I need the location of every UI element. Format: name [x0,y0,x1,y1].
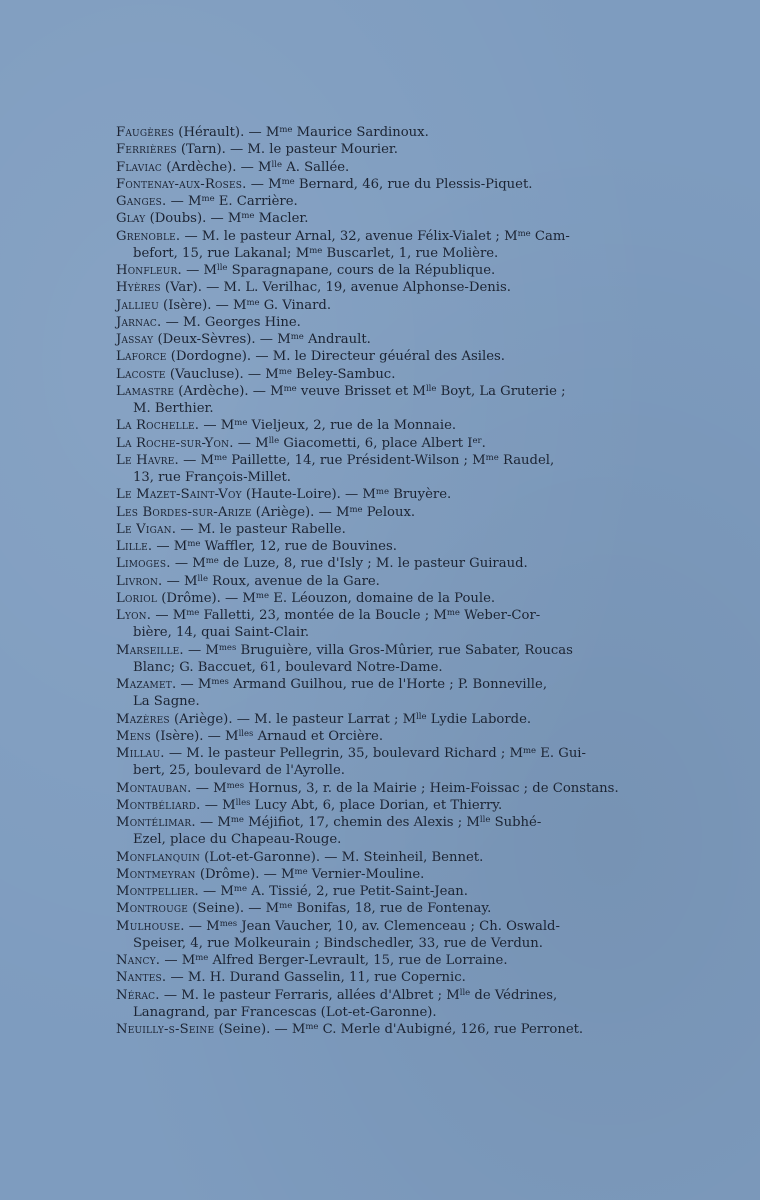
list-item [116,711,656,728]
list-item [116,573,656,590]
entry-continuation: Lanagrand, par Francescas (Lot-et-Garonne). [133,1004,437,1020]
entry-text: — $M^{lle}$ Sparagnapane, cours de la République. [181,263,496,278]
place-name: Monflanquin [116,849,200,865]
list-item [116,745,656,780]
place-name: Flaviac [116,159,163,175]
entry-text: (Seine). — $M^{me}$ C. Merle d'Aubigné, 126, rue Perronet. [214,1022,584,1037]
entry-text: — $M^{me}$ Vieljeux, 2, rue de la Monnaie. [199,418,457,434]
list-item [116,193,656,210]
place-name: Nérac. [116,987,160,1003]
list-item [116,555,656,572]
list-item [116,969,656,986]
place-name: Faugères [116,125,175,140]
entry-text: — $M^{me}$ Alfred Berger-Levrault, 15, rue de Lorraine. [160,953,508,968]
place-name: Honfleur. [116,263,182,278]
place-name: Montauban. [116,780,192,796]
list-item [116,279,656,296]
entry-text: — M. le pasteur Arnal, 32, avenue Félix-Vialet ; $M^{me}$ Cam- [180,228,570,244]
place-name: Fontenay-aux-Roses. [116,176,247,192]
list-item [116,642,656,677]
entry-text: (Seine). — $M^{me}$ Bonifas, 18, rue de Fontenay. [188,901,492,917]
place-name: Ganges. [116,194,167,209]
list-item [116,383,656,418]
list-item [116,297,656,314]
list-item [116,521,656,538]
list-item [116,987,656,1022]
entry-text: — $M^{mes}$ Bruguière, villa Gros-Mûrier, rue Sabater, Roucas [183,642,573,658]
entry-text: — $M^{mes}$ Jean Vaucher, 10, av. Clemenceau ; Ch. Oswald- [184,918,560,934]
place-name: Loriol [116,590,158,606]
place-name: Lyon. [116,608,152,623]
entry-continuation: M. Berthier. [133,401,214,416]
entry-text: — $M^{lle}$ Roux, avenue de la Gare. [162,573,380,589]
list-item [116,331,656,348]
entry-continuation: La Sagne. [133,694,200,710]
place-name: Mens [116,728,151,744]
entry-text: — M. H. Durand Gasselin, 11, rue Copernic. [166,970,466,986]
place-name: Grenoble. [116,228,181,244]
entry-text: (Deux-Sèvres). — $M^{me}$ Andrault. [153,332,371,347]
place-name: Les Bordes-sur-Arize [116,504,252,520]
entry-text: — $M^{me}$ Falletti, 23, montée de la Boucle ; $M^{me}$ Weber-Cor- [151,608,541,623]
list-item [116,141,656,158]
place-name: Mazamet. [116,677,177,692]
entry-continuation: Blanc; G. Baccuet, 61, boulevard Notre-Dame. [133,659,443,675]
entry-text: (Ariège). — $M^{me}$ Peloux. [251,504,416,520]
list-item [116,538,656,555]
entry-text: (Tarn). — M. le pasteur Mourier. [176,142,398,158]
list-item [116,590,656,607]
place-name: Montrouge [116,901,189,917]
place-name: Millau. [116,746,165,761]
entry-text: (Ardèche). — $M^{lle}$ A. Sallée. [162,159,350,175]
entry-text: — $M^{me}$ Paillette, 14, rue Président-Wilson ; $M^{me}$ Raudel, [178,452,555,468]
list-item [116,849,656,866]
place-name: Lille. [116,539,153,554]
place-name: Le Havre. [116,452,179,468]
entry-text: — $M^{me}$ de Luze, 8, rue d'Isly ; M. le pasteur Guiraud. [170,556,528,572]
entry-text: — $M^{me}$ Méjifiot, 17, chemin des Alexis ; $M^{lle}$ Subhé- [195,815,542,830]
entry-text: — M. Georges Hine. [161,314,301,330]
list-item [116,607,656,642]
entry-text: (Var). — M. L. Verilhac, 19, avenue Alphonse-Denis. [160,280,511,296]
list-item [116,900,656,917]
list-item [116,814,656,849]
list-item [116,314,656,331]
entry-text: (Drôme). — $M^{me}$ E. Léouzon, domaine de la Poule. [157,590,496,606]
list-item [116,159,656,176]
place-name: Montpellier. [116,884,199,899]
entry-text: — $M^{me}$ A. Tissié, 2, rue Petit-Saint-Jean. [198,884,468,899]
list-item [116,486,656,503]
place-name: Montmeyran [116,866,196,882]
list-item [116,348,656,365]
place-name: Montélimar. [116,815,196,830]
entry-text: — M. le pasteur Ferraris, allées d'Albret ; $M^{lle}$ de Védrines, [159,987,558,1003]
list-item [116,210,656,227]
entry-text: (Ariège). — M. le pasteur Larrat ; $M^{lle}$ Lydie Laborde. [169,711,532,727]
entry-continuation: Ezel, place du Chapeau-Rouge. [133,832,342,848]
entry-text: (Haute-Loire). — $M^{me}$ Bruyère. [241,487,452,503]
entry-text: — $M^{me}$ E. Carrière. [166,194,298,209]
entry-text: (Isère). — $M^{lles}$ Arnaud et Orcière. [150,728,384,744]
place-name: Le Mazet-Saint-Voy [116,487,242,503]
list-item [116,676,656,711]
list-item [116,366,656,383]
place-name: Nantes. [116,970,167,986]
entry-text: (Hérault). — $M^{me}$ Maurice Sardinoux. [174,125,429,140]
place-name: Mulhouse. [116,918,185,934]
place-name: La Roche-sur-Yon. [116,435,234,451]
list-item [116,797,656,814]
list-item [116,952,656,969]
entry-text: — $M^{lle}$ Giacometti, 6, place Albert Ier. [233,435,486,451]
entry-text: (Isère). — $M^{me}$ G. Vinard. [158,297,332,313]
entry-text: (Lot-et-Garonne). — M. Steinheil, Bennet. [199,849,484,865]
entry-text: — $M^{mes}$ Armand Guilhou, rue de l'Horte ; P. Bonneville, [176,677,548,692]
list-item [116,1021,656,1038]
place-name: Montbéliard. [116,797,201,813]
entry-text: — $M^{me}$ Bernard, 46, rue du Plessis-Piquet. [246,176,533,192]
entry-continuation: bière, 14, quai Saint-Clair. [133,625,310,641]
list-item [116,780,656,797]
place-name: Jassay [116,332,154,347]
address-list [116,124,656,1038]
entry-text: — $M^{me}$ Waffler, 12, rue de Bouvines. [152,539,397,554]
place-name: Lacoste [116,366,166,382]
place-name: Limoges. [116,556,171,572]
entry-text: (Doubs). — $M^{me}$ Macler. [145,211,309,227]
place-name: Marseille. [116,642,184,658]
list-item [116,866,656,883]
entry-text: — $M^{lles}$ Lucy Abt, 6, place Dorian, et Thierry. [200,797,503,813]
place-name: La Rochelle. [116,418,200,434]
entry-continuation: Speiser, 4, rue Molkeurain ; Bindschedler, 33, rue de Verdun. [133,935,543,951]
entry-text: (Vaucluse). — $M^{me}$ Beley-Sambuc. [165,366,396,382]
list-item [116,176,656,193]
place-name: Neuilly-s-Seine [116,1022,215,1037]
entry-continuation: befort, 15, rue Lakanal; $M^{me}$ Buscarlet, 1, rue Molière. [133,245,499,261]
place-name: Livron. [116,573,163,589]
list-item [116,918,656,953]
list-item [116,728,656,745]
entry-text: (Dordogne). — M. le Directeur géuéral des Asiles. [166,349,505,365]
list-item [116,435,656,452]
place-name: Laforce [116,349,167,365]
entry-text: — $M^{mes}$ Hornus, 3, r. de la Mairie ; Heim-Foissac ; de Constans. [191,780,619,796]
place-name: Mazères [116,711,170,727]
place-name: Nancy. [116,953,161,968]
place-name: Jarnac. [116,314,162,330]
list-item [116,417,656,434]
entry-continuation: 13, rue François-Millet. [133,470,291,485]
entry-text: (Drôme). — $M^{me}$ Vernier-Mouline. [195,866,425,882]
list-item [116,124,656,141]
place-name: Jallieu [116,297,159,313]
list-item [116,262,656,279]
list-item [116,452,656,487]
list-item [116,883,656,900]
place-name: Lamastre [116,383,175,399]
list-item [116,228,656,263]
place-name: Ferrières [116,142,177,158]
place-name: Le Vigan. [116,521,177,537]
entry-text: — M. le pasteur Pellegrin, 35, boulevard Richard ; $M^{me}$ E. Gui- [164,746,586,761]
place-name: Glay [116,211,146,227]
entry-continuation: bert, 25, boulevard de l'Ayrolle. [133,763,345,779]
place-name: Hyères [116,280,161,296]
list-item [116,504,656,521]
entry-text: — M. le pasteur Rabelle. [176,521,346,537]
entry-text: (Ardèche). — $M^{me}$ veuve Brisset et $M^{lle}$ Boyt, La Gruterie ; [174,383,566,399]
